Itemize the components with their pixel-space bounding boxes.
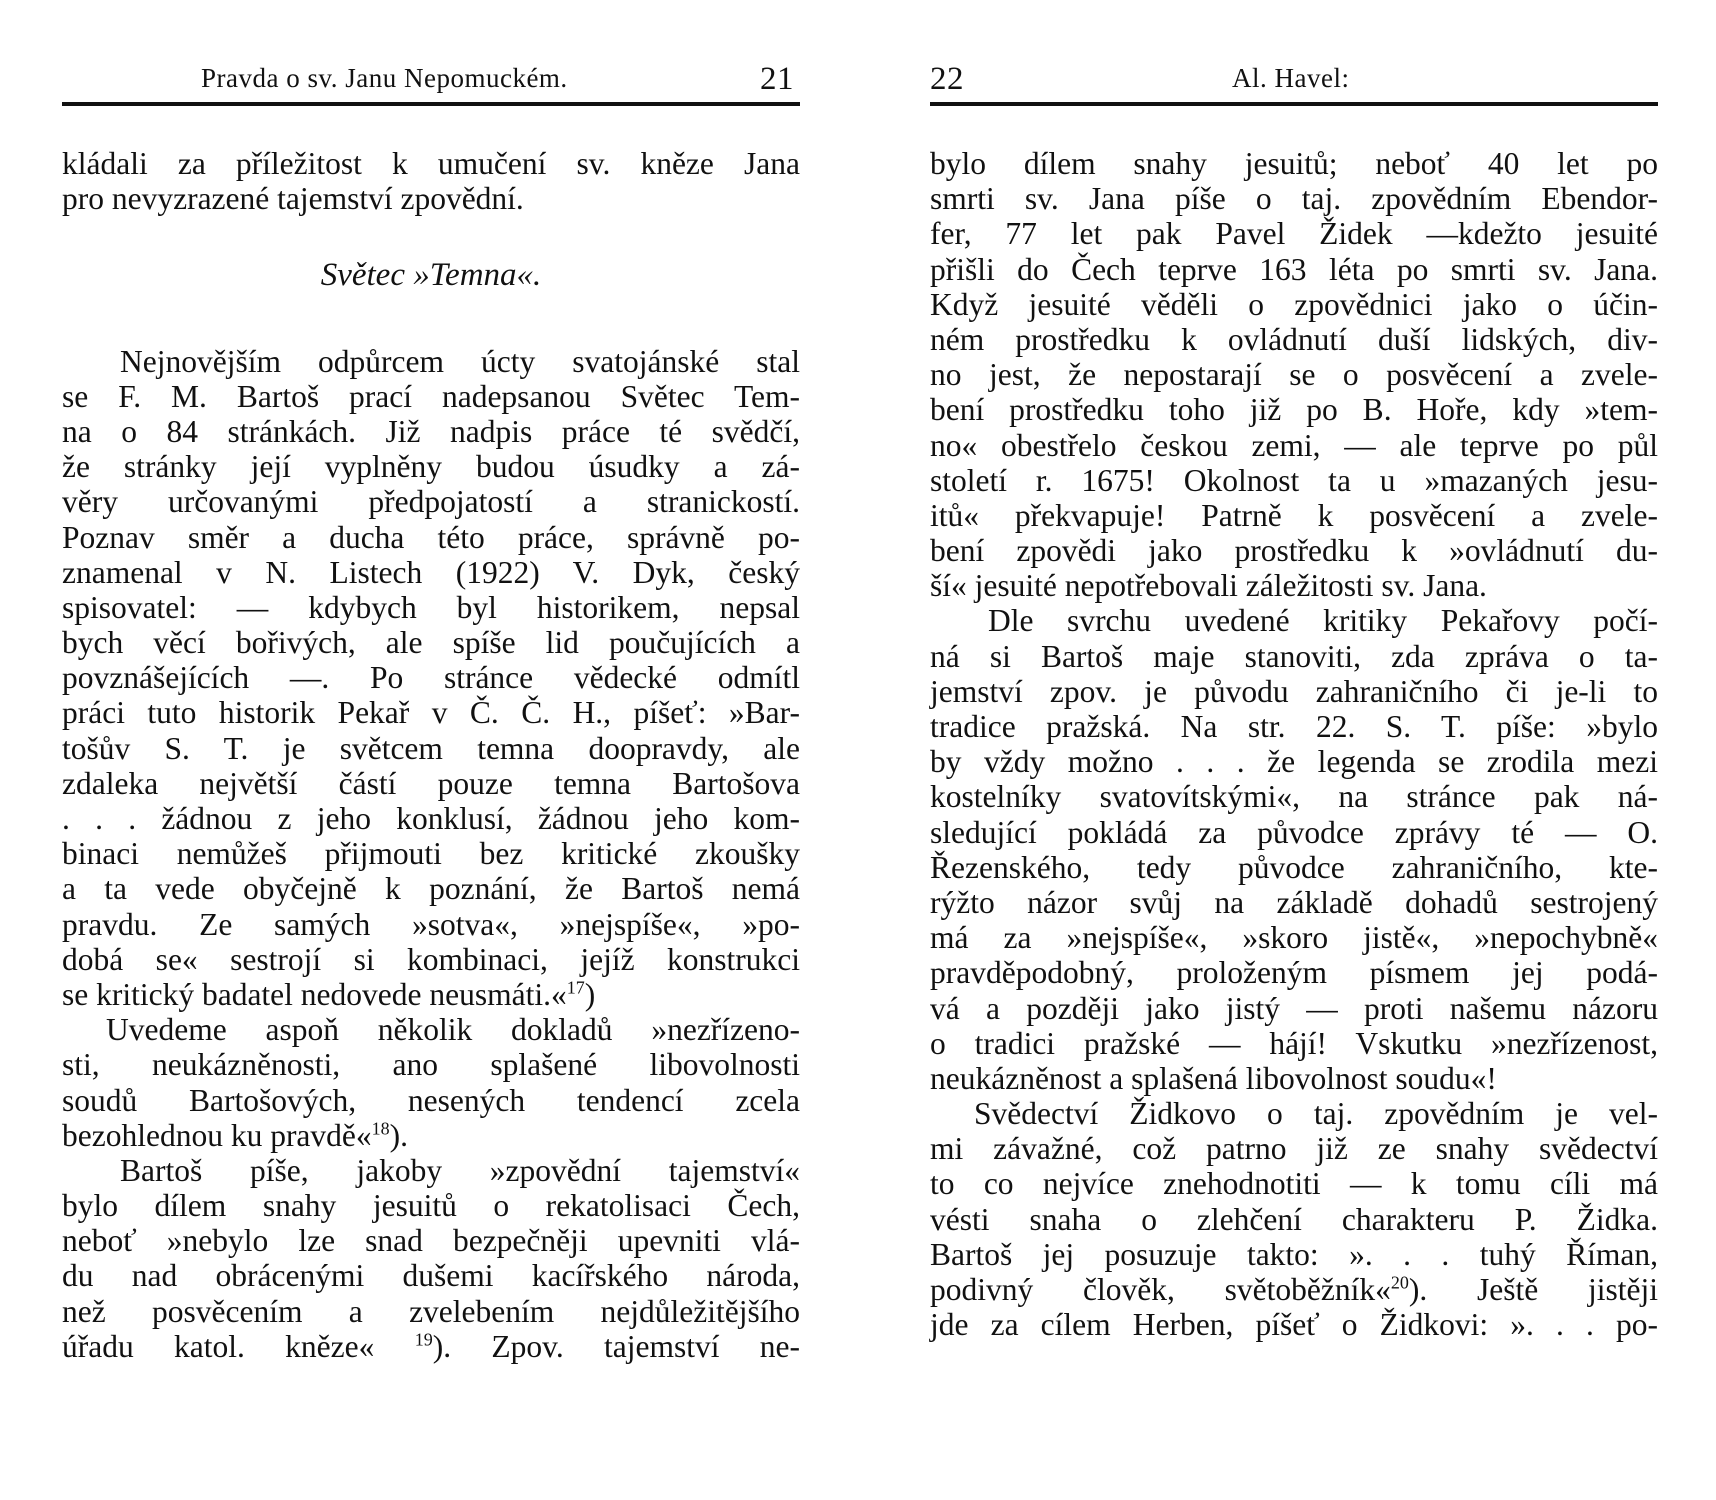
text-line: by vždy možno . . . že legenda se zrodila mezi bbox=[930, 744, 1658, 780]
body-text-right bbox=[930, 146, 1658, 1342]
text-line bbox=[62, 1329, 800, 1364]
text-line: kostelníky svatovítskými«, na stránce pak ná- bbox=[930, 779, 1658, 815]
text-line bbox=[62, 977, 800, 1012]
text-line: Poznav směr a ducha této práce, správně po- bbox=[62, 519, 800, 555]
text-line: bylo dílem snahy jesuitů o rekatolisaci Čech, bbox=[62, 1188, 800, 1224]
text-line: se F. M. Bartoš prací nadepsanou Světec Tem- bbox=[62, 378, 800, 414]
text-line: bylo dílem snahy jesuitů; neboť 40 let po bbox=[930, 146, 1658, 181]
footnote-close: ). bbox=[389, 1117, 409, 1153]
text-line: ná si Bartoš maje stanoviti, zda zpráva o ta- bbox=[930, 638, 1658, 674]
text-line: Když jesuité věděli o zpovědnici jako o účin- bbox=[930, 286, 1658, 322]
footnote-close: ) bbox=[584, 976, 596, 1012]
left-page bbox=[62, 0, 800, 1500]
text-line: než posvěcením a zvelebením nejdůležitějšího bbox=[62, 1293, 800, 1329]
text-line: jde za cílem Herben, píšeť o Židkovi: ». . . po- bbox=[930, 1307, 1658, 1343]
text-line: binaci nemůžeš přijmouti bez kritické zkoušky bbox=[62, 836, 800, 872]
footnote-close: ). bbox=[1408, 1272, 1428, 1307]
text-line: století r. 1675! Okolnost ta u »mazaných jesu- bbox=[930, 462, 1658, 498]
text-line: bení prostředku toho již po B. Hoře, kdy »tem- bbox=[930, 392, 1658, 428]
footnote-mark: 20 bbox=[1390, 1272, 1409, 1293]
page-number: 22 bbox=[930, 61, 964, 97]
text-line: tošův S. T. je světcem temna doopravdy, ale bbox=[62, 730, 800, 766]
text-line: neukázněnost a splašená libovolnost soudu«! bbox=[930, 1060, 1497, 1096]
text-line: ší« jesuité nepotřebovali záležitosti sv. Jana. bbox=[930, 568, 1487, 604]
text-line: no« obestřelo českou zemi, — ale teprve po půl bbox=[930, 427, 1658, 463]
running-head-left bbox=[62, 62, 800, 106]
text-line: soudů Bartošových, nesených tendencí zcela bbox=[62, 1082, 800, 1118]
text-line: bení zpovědi jako prostředku k »ovládnutí du- bbox=[930, 533, 1658, 569]
running-head-right bbox=[930, 62, 1658, 106]
text-line: tradice pražská. Na str. 22. S. T. píše: »bylo bbox=[930, 709, 1658, 744]
footnote-mark: 19 bbox=[414, 1329, 433, 1350]
page-number: 21 bbox=[760, 61, 794, 97]
text-line-content: se kritický badatel nedovede neusmáti.« bbox=[62, 976, 567, 1012]
text-line: du nad obrácenými dušemi kacířského národa, bbox=[62, 1258, 800, 1294]
text-line: Dle svrchu uvedené kritiky Pekařovy počí- bbox=[988, 603, 1658, 639]
text-line: to co nejvíce znehodnotiti — k tomu cíli má bbox=[930, 1166, 1658, 1202]
text-line: práci tuto historik Pekař v Č. Č. H., píšeť: »Bar- bbox=[62, 695, 800, 731]
running-head-title: Al. Havel: bbox=[1232, 63, 1350, 93]
text-line: kládali za příležitost k umučení sv. kněze Jana bbox=[62, 146, 800, 181]
text-line: Řezenského, tedy původce zahraničního, kte- bbox=[930, 849, 1658, 885]
text-line bbox=[62, 1118, 800, 1153]
text-line: smrti sv. Jana píše o taj. zpovědním Ebendor- bbox=[930, 181, 1658, 217]
text-line: a ta vede obyčejně k poznání, že Bartoš nemá bbox=[62, 871, 800, 907]
text-line: Svědectví Židkovo o taj. zpovědním je vel- bbox=[974, 1096, 1658, 1132]
text-line: sledující pokládá za původce zprávy té — O. bbox=[930, 814, 1658, 850]
text-line: pravděpodobný, proloženým písmem jej podá- bbox=[930, 955, 1658, 991]
text-line: rýžto názor svůj na základě dohadů sestrojený bbox=[930, 884, 1658, 920]
text-line: vá a později jako jistý — proti našemu názoru bbox=[930, 990, 1658, 1026]
footnote-mark: 18 bbox=[371, 1118, 390, 1139]
text-line-content: Ještě jistěji bbox=[1477, 1272, 1659, 1307]
body-text-left bbox=[62, 146, 800, 1364]
text-line: sti, neukázněnosti, ano splašené libovolnosti bbox=[62, 1047, 800, 1083]
text-line: itů« překvapuje! Patrně k posvěcení a zvele- bbox=[930, 497, 1658, 533]
text-line-content: úřadu katol. kněze« bbox=[62, 1328, 375, 1364]
footnote-mark: 17 bbox=[566, 977, 585, 998]
text-line: jemství zpov. je původu zahraničního či je-li to bbox=[930, 673, 1658, 709]
text-line: pravdu. Ze samých »sotva«, »nejspíše«, »po- bbox=[62, 906, 800, 942]
text-line: znamenal v N. Listech (1922) V. Dyk, český bbox=[62, 554, 800, 590]
text-line: no jest, že nepostarají se o posvěcení a zvele- bbox=[930, 357, 1658, 393]
right-page bbox=[930, 0, 1658, 1500]
text-line: o tradici pražské — hájí! Vskutku »nezřízenost, bbox=[930, 1025, 1658, 1061]
text-line: že stránky její vyplněny budou úsudky a zá- bbox=[62, 449, 800, 485]
text-line: neboť »nebylo lze snad bezpečněji upevniti vlá- bbox=[62, 1223, 800, 1259]
text-line-content: podivný člověk, světoběžník« bbox=[930, 1272, 1391, 1307]
text-line bbox=[930, 1272, 1658, 1307]
text-line: Bartoš píše, jakoby »zpovědní tajemství« bbox=[120, 1152, 800, 1188]
text-line: fer, 77 let pak Pavel Židek —kdežto jesuité bbox=[930, 216, 1658, 252]
text-line: mi závažné, což patrno již ze snahy svědectví bbox=[930, 1131, 1658, 1167]
footnote-close: ). bbox=[432, 1328, 452, 1364]
text-line: . . . žádnou z jeho konklusí, žádnou jeho kom- bbox=[62, 801, 800, 836]
text-line: dobá se« sestrojí si kombinaci, jejíž konstrukci bbox=[62, 941, 800, 977]
text-line-content: Zpov. tajemství ne- bbox=[491, 1328, 801, 1364]
running-head-title: Pravda o sv. Janu Nepomuckém. bbox=[201, 63, 568, 93]
text-line: Nejnovějším odpůrcem úcty svatojánské stal bbox=[120, 343, 800, 379]
text-line: bych věcí bořivých, ale spíše lid poučujících a bbox=[62, 625, 800, 661]
text-line: pro nevyzrazené tajemství zpovědní. bbox=[62, 181, 524, 217]
text-line: ném prostředku k ovládnutí duší lidských, div- bbox=[930, 321, 1658, 357]
text-line-content: bezohlednou ku pravdě« bbox=[62, 1117, 372, 1153]
text-line: zdaleka největší částí pouze temna Bartošova bbox=[62, 765, 800, 801]
text-line: má za »nejspíše«, »skoro jistě«, »nepochybně« bbox=[930, 920, 1658, 956]
text-line: na o 84 stránkách. Již nadpis práce té svědčí, bbox=[62, 413, 800, 449]
text-line: vésti snaha o zlehčení charakteru P. Židka. bbox=[930, 1201, 1658, 1237]
text-line: Bartoš jej posuzuje takto: ». . . tuhý Říman, bbox=[930, 1236, 1658, 1272]
text-line: povznášejících —. Po stránce vědecké odmítl bbox=[62, 660, 800, 696]
text-line: Uvedeme aspoň několik dokladů »nezřízeno- bbox=[106, 1012, 800, 1048]
text-line: přišli do Čech teprve 163 léta po smrti sv. Jana. bbox=[930, 251, 1658, 287]
text-line: věry určovanými předpojatostí a stranickostí. bbox=[62, 484, 800, 520]
text-line: spisovatel: — kdybych byl historikem, nepsal bbox=[62, 589, 800, 625]
section-heading: Světec »Temna«. bbox=[320, 257, 542, 294]
